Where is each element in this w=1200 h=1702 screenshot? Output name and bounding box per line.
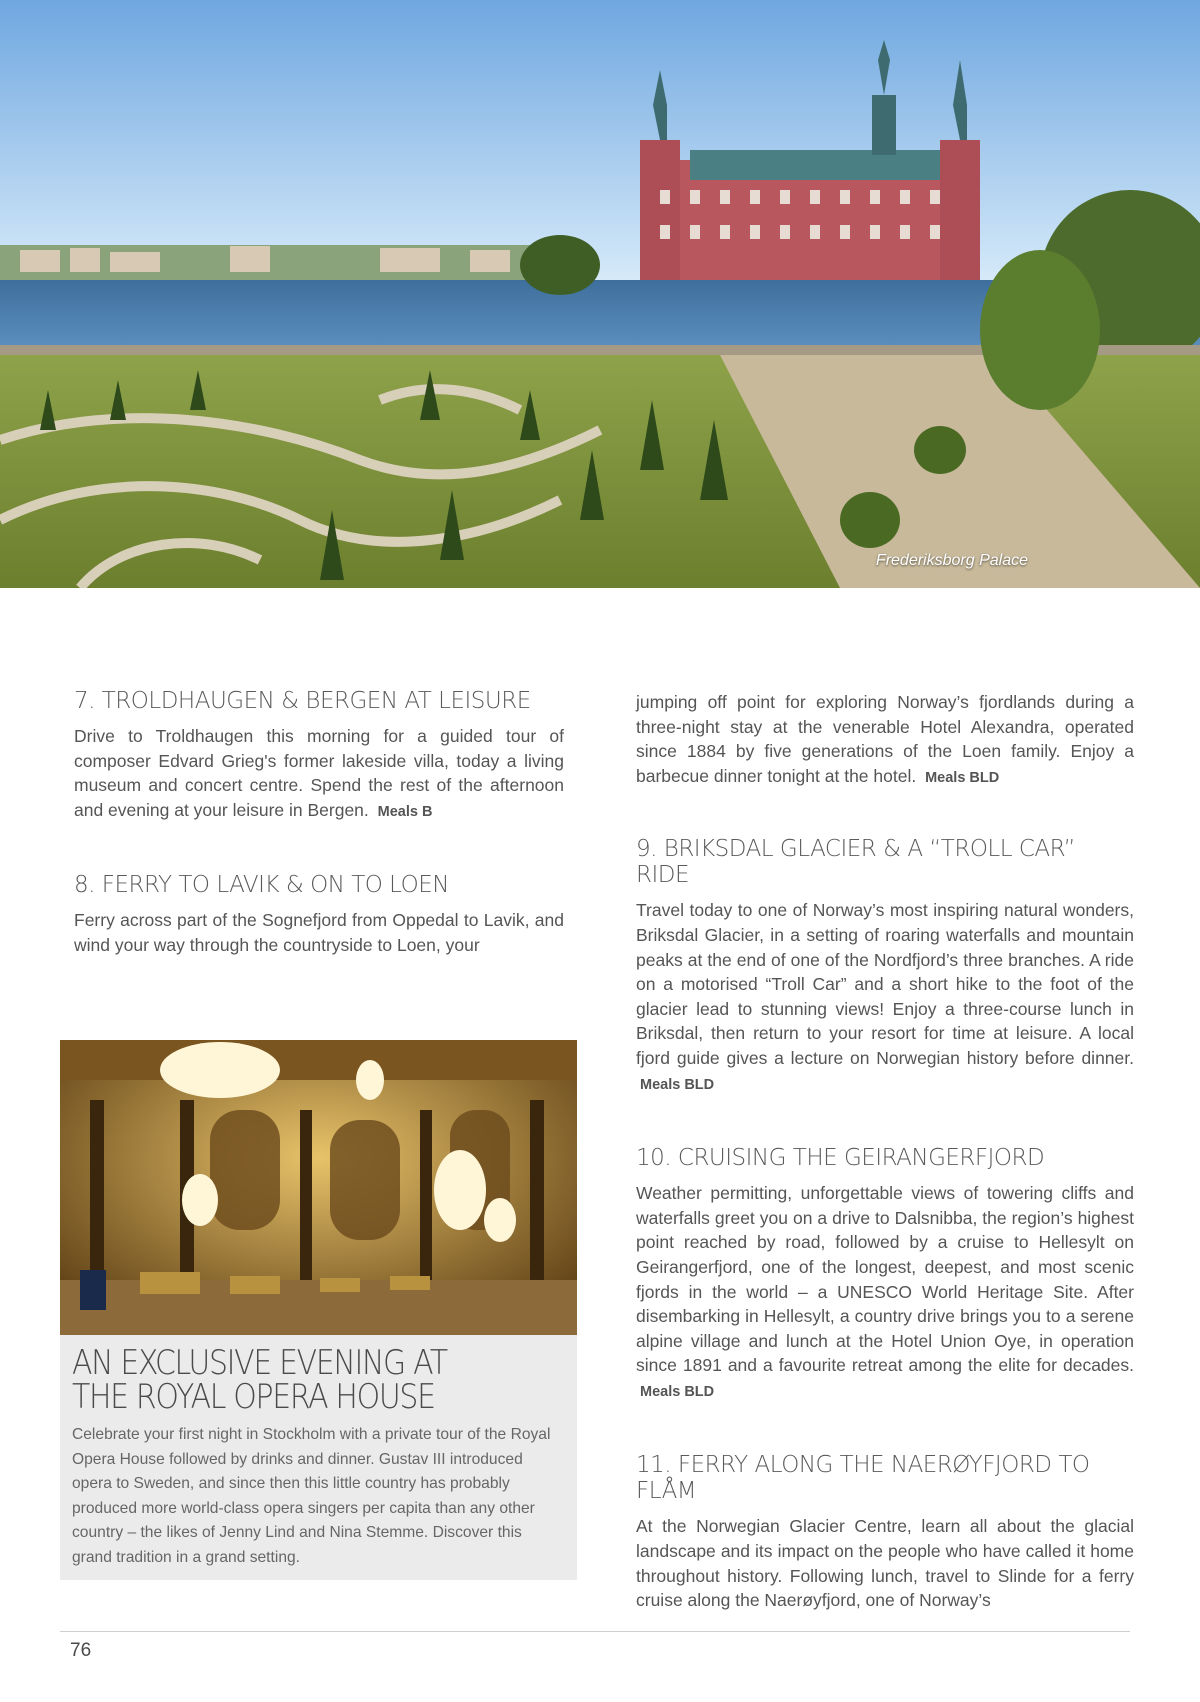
opera-house-image bbox=[60, 1040, 577, 1335]
continued-day-text bbox=[636, 690, 1134, 790]
day-title: 10. CRUISING THE GEIRANGERFJORD bbox=[636, 1145, 1045, 1172]
itinerary-day bbox=[636, 1452, 1134, 1612]
day-body: Ferry across part of the Sognefjord from Oppedal to Lavik, and wind your way through the countryside to Loen, your bbox=[74, 910, 564, 955]
day-body: Weather permitting, unforgettable views of towering cliffs and waterfalls greet you on a drive to Dalsnibba, the region’s highest point reached by road, followed by a cruise to Hellesylt on Geirangerfjord, one of the longest, deepest, and most scenic fjords in the world – a UNESCO World Heritage Site. After disembarking in Hellesylt, a country drive brings you to a serene alpine village and lunch at the Hotel Union Oye, in operation since 1891 and a favourite retreat among the elite for decades. bbox=[636, 1183, 1134, 1376]
day-title: 11. FERRY ALONG THE NAERØYFJORD TO FLÅM bbox=[636, 1452, 1090, 1505]
day-body: jumping off point for exploring Norway’s fjordlands during a three-night stay at the venerable Hotel Alexandra, operated since 1884 by five generations of the Loen family. Enjoy a barbecue dinner tonight at the hotel. bbox=[636, 692, 1134, 786]
left-column bbox=[74, 688, 564, 1006]
frederiksborg-palace-image bbox=[0, 0, 1200, 588]
day-text bbox=[636, 690, 1134, 790]
day-text bbox=[74, 724, 564, 824]
right-column bbox=[636, 690, 1134, 1661]
day-body: At the Norwegian Glacier Centre, learn all about the glacial landscape and its impact on the people who have called it home throughout history. Following lunch, travel to Slinde for a ferry cruise along the Naerøyfjord, one of Norway’s bbox=[636, 1516, 1134, 1611]
itinerary-day bbox=[636, 836, 1134, 1097]
day-title: 8. FERRY TO LAVIK & ON TO LOEN bbox=[74, 872, 450, 899]
photo-caption: Frederiksborg Palace bbox=[875, 552, 1028, 569]
feature-text: Celebrate your first night in Stockholm with a private tour of the Royal Opera House followed by drinks and dinner. Gustav III introduced opera to Sweden, and since then this little country has probably produced more world-class opera singers per capita than any other country – the likes of Jenny Lind and Nina Stemme. Discover this grand tradition in a grand setting. bbox=[72, 1426, 551, 1566]
meals-label: Meals BLD bbox=[640, 1383, 715, 1400]
day-title: 7. TROLDHAUGEN & BERGEN AT LEISURE bbox=[74, 688, 531, 714]
footer-divider bbox=[60, 1631, 1130, 1632]
page-number: 76 bbox=[70, 1640, 92, 1661]
meals-label: Meals B bbox=[377, 803, 433, 820]
day-text bbox=[74, 908, 564, 957]
day-title: 9. BRIKSDAL GLACIER & A “TROLL CAR” RIDE bbox=[636, 836, 1076, 889]
day-body: Travel today to one of Norway’s most inspiring natural wonders, Briksdal Glacier, in a setting of roaring waterfalls and mountain peaks at the end of one of the Nordfjord’s three branches. A ride on a motorised “Troll Car” and a short hike to the foot of the glacier lead to stunning views! Enjoy a three-course lunch in Briksdal, then return to your resort for time at leisure. A local fjord guide gives a lecture on Norwegian history before dinner. bbox=[636, 900, 1134, 1068]
day-text bbox=[636, 898, 1134, 1097]
meals-label: Meals BLD bbox=[925, 769, 1000, 786]
itinerary-day bbox=[74, 688, 564, 824]
feature-title: AN EXCLUSIVE EVENING AT THE ROYAL OPERA HOUSE bbox=[72, 1343, 447, 1417]
meals-label: Meals BLD bbox=[640, 1076, 715, 1093]
day-text bbox=[636, 1514, 1134, 1612]
itinerary-day bbox=[636, 1145, 1134, 1404]
itinerary-day bbox=[74, 872, 564, 957]
hero-photo bbox=[0, 0, 1200, 588]
day-body: Drive to Troldhaugen this morning for a guided tour of composer Edvard Grieg's former lakeside villa, today a living museum and concert centre. Spend the rest of the afternoon and evening at your leisure in Bergen. bbox=[74, 726, 564, 820]
feature-box bbox=[60, 1040, 577, 1580]
day-text bbox=[636, 1181, 1134, 1404]
